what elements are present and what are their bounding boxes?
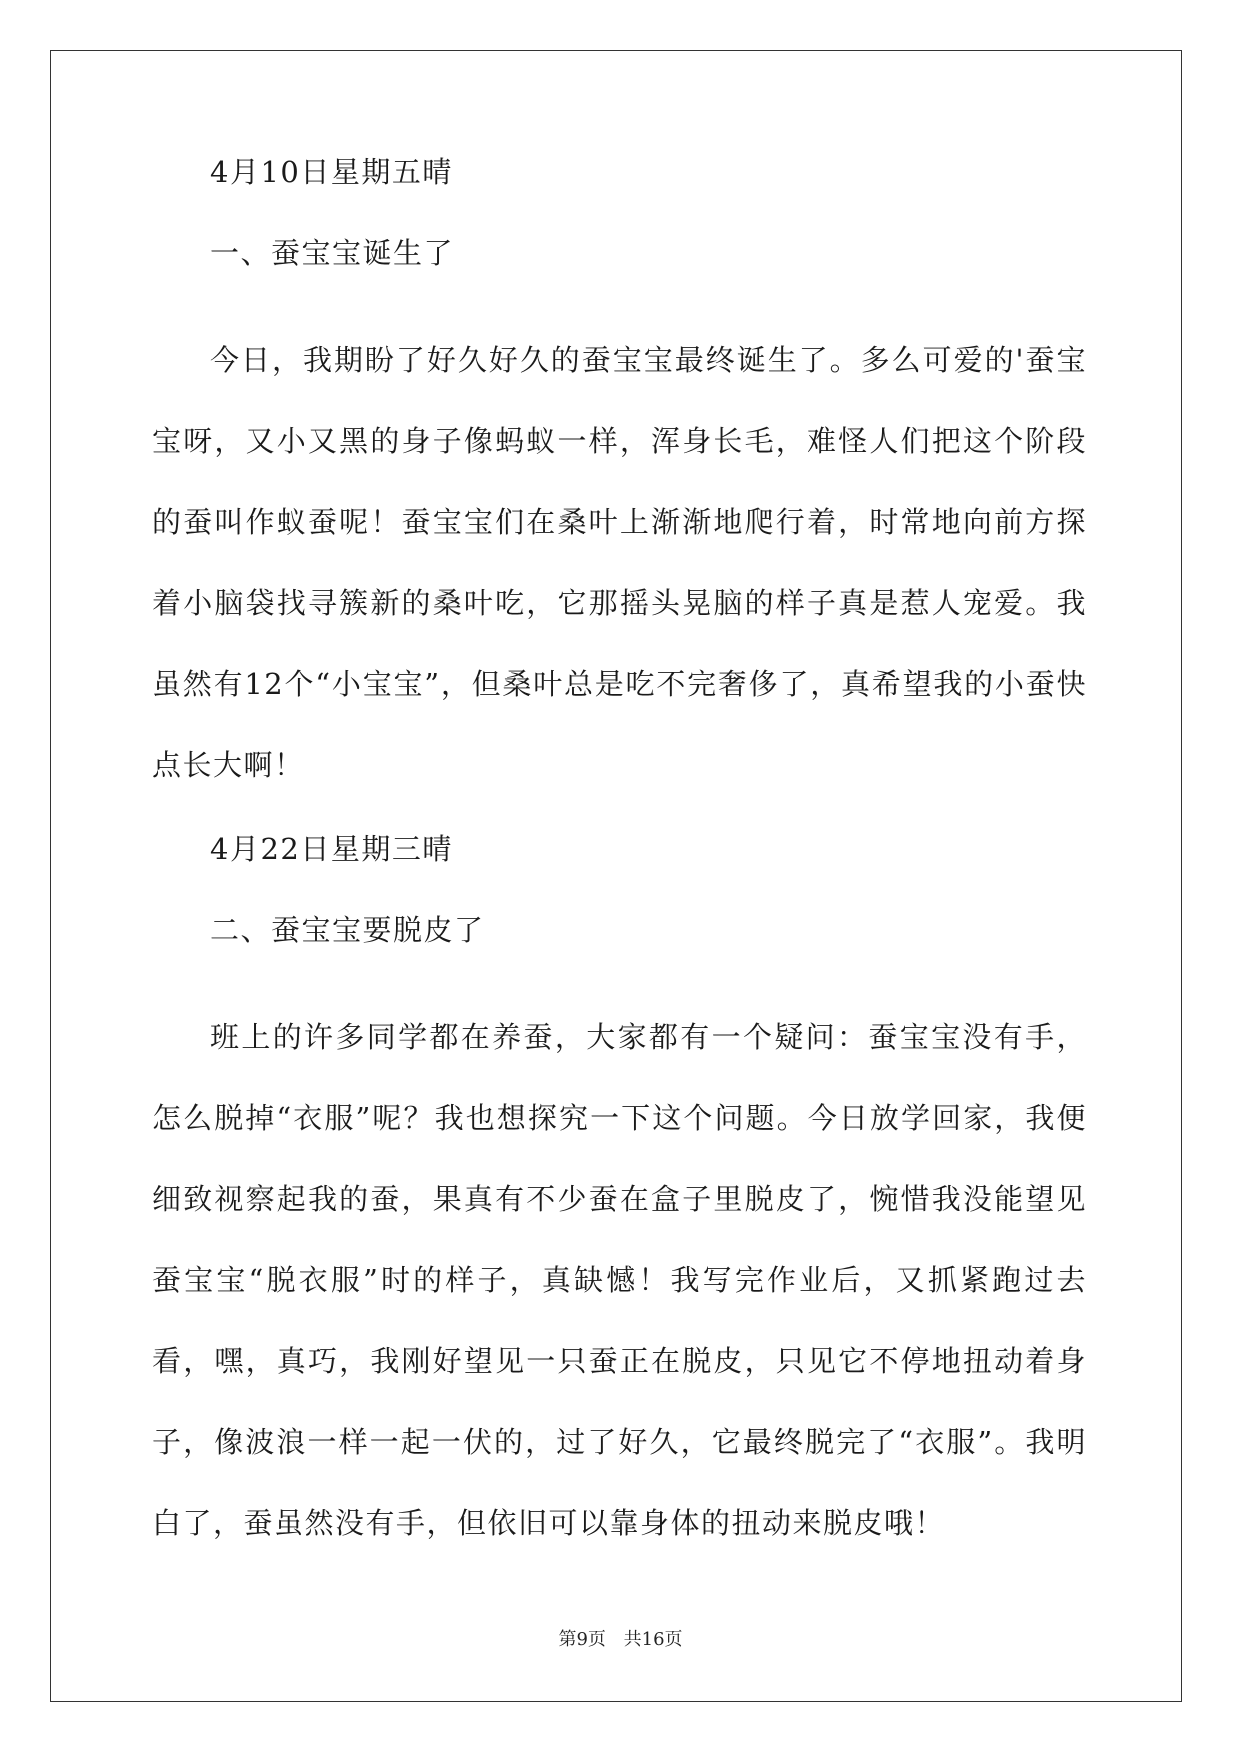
page-total: 共16页 xyxy=(623,1629,683,1650)
document-body xyxy=(152,155,1087,1559)
page-number: 第9页 xyxy=(558,1629,606,1650)
entry-title-1: 一、蚕宝宝诞生了 xyxy=(210,236,455,270)
entry-body-2 xyxy=(152,997,1087,1564)
entry-date-1: 4月10日星期五晴 xyxy=(210,155,453,189)
entry-body-1 xyxy=(152,320,1087,806)
entry-body-2-text: 班上的许多同学都在养蚕，大家都有一个疑问：蚕宝宝没有手，怎么脱掉“衣服”呢？我也想探究一下这个问题。今日放学回家，我便细致视察起我的蚕，果真有不少蚕在盒子里脱皮了，惋惜我没能望见蚕宝宝“脱衣服”时的样子，真缺憾！我写完作业后，又抓紧跑过去看，嘿，真巧，我刚好望见一只蚕正在脱皮，只见它不停地扭动着身子，像波浪一样一起一伏的，过了好久，它最终脱完了“衣服”。我明白了，蚕虽然没有手，但依旧可以靠身体的扭动来脱皮哦！ xyxy=(152,1020,1087,1540)
page-footer xyxy=(0,1625,1241,1651)
entry-date-2: 4月22日星期三晴 xyxy=(210,832,453,866)
entry-body-1-text: 今日，我期盼了好久好久的蚕宝宝最终诞生了。多么可爱的'蚕宝宝呀，又小又黑的身子像蚂蚁一样，浑身长毛，难怪人们把这个阶段的蚕叫作蚁蚕呢！蚕宝宝们在桑叶上渐渐地爬行着，时常地向前方探着小脑袋找寻簇新的桑叶吃，它那摇头晃脑的样子真是惹人宠爱。我虽然有12个“小宝宝”，但桑叶总是吃不完奢侈了，真希望我的小蚕快点长大啊！ xyxy=(152,343,1087,782)
entry-title-2: 二、蚕宝宝要脱皮了 xyxy=(210,913,485,947)
